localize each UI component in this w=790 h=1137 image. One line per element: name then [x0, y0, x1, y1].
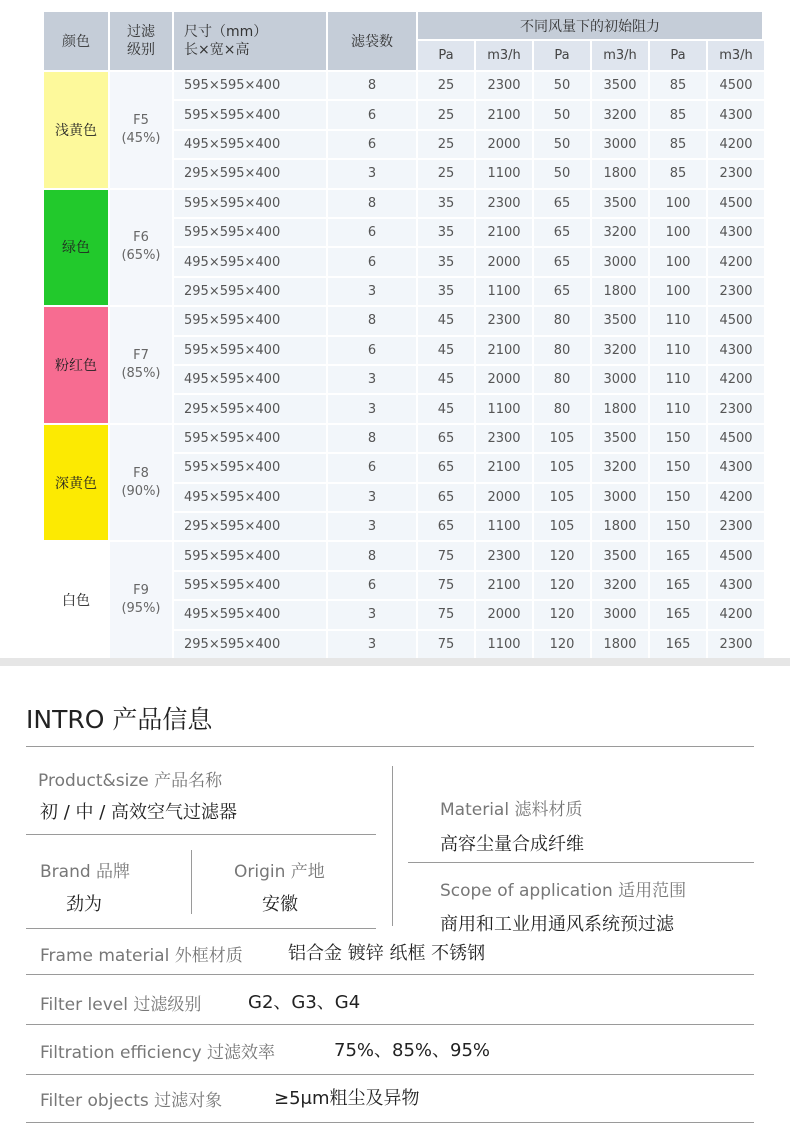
- header-size: [174, 12, 326, 70]
- divider: [26, 1024, 754, 1025]
- header-size-line2: 长×宽×高: [184, 42, 250, 58]
- resistance-cell: 3500: [592, 190, 648, 217]
- resistance-cell: 4200: [708, 366, 764, 393]
- resistance-cell: 4300: [708, 337, 764, 364]
- efficiency-value: 75%、85%、95%: [334, 1040, 491, 1061]
- resistance-cell: 80: [534, 395, 590, 422]
- resistance-cell: 105: [534, 513, 590, 540]
- resistance-cell: 2300: [708, 513, 764, 540]
- resistance-cell: 165: [650, 601, 706, 628]
- resistance-cell: 1100: [476, 631, 532, 658]
- resistance-cell: 3200: [592, 454, 648, 481]
- divider: [26, 928, 376, 929]
- resistance-cell: 1100: [476, 513, 532, 540]
- resistance-cell: 65: [534, 278, 590, 305]
- resistance-cell: 35: [418, 278, 474, 305]
- resistance-cell: 80: [534, 366, 590, 393]
- divider: [408, 862, 754, 863]
- resistance-cell: 4500: [708, 72, 764, 99]
- bags-cell: 3: [328, 395, 416, 422]
- header-color: 颜色: [44, 12, 108, 70]
- resistance-cell: 65: [418, 454, 474, 481]
- unit-header: m3/h: [476, 41, 532, 70]
- size-cell: 495×595×400: [174, 366, 326, 393]
- grade-efficiency: (90%): [121, 483, 161, 499]
- grade-efficiency: (95%): [121, 601, 161, 617]
- resistance-cell: 25: [418, 131, 474, 158]
- resistance-cell: 85: [650, 101, 706, 128]
- bags-cell: 6: [328, 101, 416, 128]
- resistance-cell: 165: [650, 572, 706, 599]
- resistance-cell: 65: [418, 513, 474, 540]
- size-cell: 595×595×400: [174, 454, 326, 481]
- resistance-cell: 3500: [592, 72, 648, 99]
- grade-label: F9: [133, 583, 149, 599]
- grade-efficiency: (85%): [121, 365, 161, 381]
- header-grade: 过滤级别: [110, 12, 172, 70]
- resistance-cell: 1800: [592, 631, 648, 658]
- bags-cell: 8: [328, 190, 416, 217]
- bags-cell: 3: [328, 160, 416, 187]
- resistance-cell: 150: [650, 513, 706, 540]
- size-cell: 295×595×400: [174, 160, 326, 187]
- resistance-cell: 4500: [708, 190, 764, 217]
- resistance-cell: 3200: [592, 101, 648, 128]
- bags-cell: 8: [328, 307, 416, 334]
- unit-header: Pa: [534, 41, 590, 70]
- resistance-cell: 75: [418, 542, 474, 569]
- material-label: Material 滤料材质: [440, 800, 583, 820]
- resistance-cell: 3500: [592, 542, 648, 569]
- resistance-cell: 100: [650, 219, 706, 246]
- resistance-cell: 3200: [592, 337, 648, 364]
- efficiency-label: Filtration efficiency 过滤效率: [40, 1043, 276, 1063]
- resistance-cell: 2300: [476, 307, 532, 334]
- resistance-cell: 120: [534, 631, 590, 658]
- bags-cell: 8: [328, 425, 416, 452]
- resistance-cell: 45: [418, 307, 474, 334]
- origin-label: Origin 产地: [234, 862, 325, 882]
- size-cell: 295×595×400: [174, 395, 326, 422]
- color-swatch-cell: 绿色: [44, 190, 108, 306]
- level-value: G2、G3、G4: [248, 992, 361, 1013]
- color-swatch-cell: 深黄色: [44, 425, 108, 541]
- size-cell: 595×595×400: [174, 337, 326, 364]
- resistance-cell: 165: [650, 631, 706, 658]
- resistance-cell: 75: [418, 601, 474, 628]
- resistance-cell: 65: [418, 425, 474, 452]
- grade-label: F8: [133, 465, 149, 481]
- resistance-cell: 3000: [592, 601, 648, 628]
- resistance-cell: 110: [650, 337, 706, 364]
- unit-header: m3/h: [592, 41, 648, 70]
- resistance-cell: 1800: [592, 513, 648, 540]
- resistance-cell: 105: [534, 454, 590, 481]
- bags-cell: 8: [328, 72, 416, 99]
- size-cell: 495×595×400: [174, 248, 326, 275]
- origin-value: 安徽: [262, 894, 298, 915]
- resistance-cell: 120: [534, 572, 590, 599]
- resistance-cell: 4200: [708, 601, 764, 628]
- resistance-cell: 1800: [592, 278, 648, 305]
- resistance-cell: 3200: [592, 219, 648, 246]
- color-swatch-cell: 浅黄色: [44, 72, 108, 188]
- intro-title: INTRO 产品信息: [26, 705, 213, 734]
- resistance-cell: 2000: [476, 484, 532, 511]
- resistance-cell: 3000: [592, 131, 648, 158]
- resistance-cell: 165: [650, 542, 706, 569]
- size-cell: 595×595×400: [174, 101, 326, 128]
- divider: [191, 850, 192, 914]
- resistance-cell: 4300: [708, 219, 764, 246]
- resistance-cell: 35: [418, 190, 474, 217]
- resistance-cell: 2300: [708, 631, 764, 658]
- objects-value: ≥5μm粗尘及异物: [274, 1088, 420, 1109]
- resistance-cell: 2100: [476, 337, 532, 364]
- header-resistance: 不同风量下的初始阻力: [418, 12, 762, 39]
- resistance-cell: 65: [534, 219, 590, 246]
- resistance-cell: 3500: [592, 425, 648, 452]
- resistance-cell: 110: [650, 366, 706, 393]
- resistance-cell: 2100: [476, 219, 532, 246]
- resistance-cell: 80: [534, 337, 590, 364]
- resistance-cell: 35: [418, 219, 474, 246]
- resistance-cell: 4500: [708, 542, 764, 569]
- resistance-cell: 4500: [708, 307, 764, 334]
- bags-cell: 3: [328, 484, 416, 511]
- resistance-cell: 100: [650, 190, 706, 217]
- divider: [26, 974, 754, 975]
- resistance-cell: 35: [418, 248, 474, 275]
- grade-cell: [110, 72, 172, 188]
- bags-cell: 3: [328, 366, 416, 393]
- level-label: Filter level 过滤级别: [40, 995, 202, 1015]
- resistance-cell: 45: [418, 366, 474, 393]
- resistance-cell: 2100: [476, 454, 532, 481]
- resistance-cell: 100: [650, 278, 706, 305]
- grade-efficiency: (45%): [121, 130, 161, 146]
- bags-cell: 6: [328, 337, 416, 364]
- scope-value: 商用和工业用通风系统预过滤: [440, 914, 674, 935]
- size-cell: 595×595×400: [174, 72, 326, 99]
- grade-label: F5: [133, 112, 149, 128]
- resistance-cell: 4300: [708, 101, 764, 128]
- resistance-cell: 75: [418, 572, 474, 599]
- frame-value: 铝合金 镀锌 纸框 不锈钢: [288, 943, 486, 964]
- bags-cell: 6: [328, 572, 416, 599]
- spec-table: [44, 12, 762, 658]
- resistance-cell: 2300: [708, 160, 764, 187]
- resistance-cell: 85: [650, 131, 706, 158]
- header-size-line1: 尺寸（mm）: [184, 24, 268, 40]
- divider: [26, 1074, 754, 1075]
- material-value: 高容尘量合成纤维: [440, 834, 584, 855]
- resistance-cell: 4200: [708, 248, 764, 275]
- grade-label: F7: [133, 347, 149, 363]
- resistance-cell: 25: [418, 72, 474, 99]
- bags-cell: 6: [328, 219, 416, 246]
- size-cell: 295×595×400: [174, 631, 326, 658]
- bags-cell: 6: [328, 454, 416, 481]
- resistance-cell: 50: [534, 160, 590, 187]
- resistance-cell: 1800: [592, 395, 648, 422]
- resistance-cell: 105: [534, 425, 590, 452]
- resistance-cell: 2300: [476, 542, 532, 569]
- color-swatch-cell: 粉红色: [44, 307, 108, 423]
- resistance-cell: 4300: [708, 454, 764, 481]
- size-cell: 595×595×400: [174, 542, 326, 569]
- resistance-cell: 65: [534, 190, 590, 217]
- scope-label: Scope of application 适用范围: [440, 881, 687, 901]
- color-swatch-cell: 白色: [44, 542, 108, 658]
- grade-efficiency: (65%): [121, 248, 161, 264]
- size-cell: 495×595×400: [174, 484, 326, 511]
- resistance-cell: 2000: [476, 248, 532, 275]
- resistance-cell: 4500: [708, 425, 764, 452]
- brand-value: 劲为: [66, 894, 102, 915]
- table-bottom-strip: [0, 658, 790, 666]
- resistance-cell: 1100: [476, 160, 532, 187]
- objects-label: Filter objects 过滤对象: [40, 1091, 223, 1111]
- unit-header: m3/h: [708, 41, 764, 70]
- frame-label: Frame material 外框材质: [40, 946, 243, 966]
- grade-label: F6: [133, 230, 149, 246]
- size-cell: 295×595×400: [174, 278, 326, 305]
- resistance-cell: 150: [650, 454, 706, 481]
- size-cell: 595×595×400: [174, 307, 326, 334]
- grade-cell: [110, 542, 172, 658]
- resistance-cell: 50: [534, 131, 590, 158]
- bags-cell: 8: [328, 542, 416, 569]
- resistance-cell: 50: [534, 101, 590, 128]
- resistance-cell: 80: [534, 307, 590, 334]
- resistance-cell: 4300: [708, 572, 764, 599]
- resistance-cell: 2000: [476, 366, 532, 393]
- size-cell: 595×595×400: [174, 190, 326, 217]
- bags-cell: 6: [328, 131, 416, 158]
- divider: [26, 1122, 754, 1123]
- resistance-cell: 3000: [592, 248, 648, 275]
- resistance-cell: 85: [650, 72, 706, 99]
- resistance-cell: 2300: [476, 72, 532, 99]
- resistance-cell: 65: [418, 484, 474, 511]
- product-label: Product&size 产品名称: [38, 771, 223, 791]
- resistance-cell: 2000: [476, 601, 532, 628]
- resistance-cell: 2300: [708, 278, 764, 305]
- resistance-cell: 45: [418, 395, 474, 422]
- bags-cell: 3: [328, 513, 416, 540]
- bags-cell: 3: [328, 278, 416, 305]
- resistance-cell: 120: [534, 601, 590, 628]
- resistance-cell: 150: [650, 484, 706, 511]
- resistance-cell: 85: [650, 160, 706, 187]
- size-cell: 495×595×400: [174, 131, 326, 158]
- resistance-cell: 2300: [476, 425, 532, 452]
- resistance-cell: 3000: [592, 484, 648, 511]
- resistance-cell: 4200: [708, 484, 764, 511]
- product-value: 初 / 中 / 高效空气过滤器: [40, 802, 238, 823]
- brand-label: Brand 品牌: [40, 862, 131, 882]
- header-bags: 滤袋数: [328, 12, 416, 70]
- resistance-cell: 1100: [476, 395, 532, 422]
- size-cell: 295×595×400: [174, 513, 326, 540]
- resistance-cell: 3000: [592, 366, 648, 393]
- resistance-cell: 2300: [708, 395, 764, 422]
- unit-header: Pa: [650, 41, 706, 70]
- size-cell: 595×595×400: [174, 219, 326, 246]
- bags-cell: 6: [328, 248, 416, 275]
- resistance-cell: 3500: [592, 307, 648, 334]
- resistance-cell: 4200: [708, 131, 764, 158]
- resistance-cell: 1800: [592, 160, 648, 187]
- size-cell: 595×595×400: [174, 425, 326, 452]
- bags-cell: 3: [328, 601, 416, 628]
- resistance-cell: 100: [650, 248, 706, 275]
- size-cell: 595×595×400: [174, 572, 326, 599]
- resistance-cell: 75: [418, 631, 474, 658]
- resistance-cell: 25: [418, 101, 474, 128]
- grade-cell: [110, 190, 172, 306]
- resistance-cell: 2100: [476, 101, 532, 128]
- resistance-cell: 65: [534, 248, 590, 275]
- resistance-cell: 110: [650, 395, 706, 422]
- resistance-cell: 2100: [476, 572, 532, 599]
- resistance-cell: 1100: [476, 278, 532, 305]
- resistance-cell: 3200: [592, 572, 648, 599]
- grade-cell: [110, 425, 172, 541]
- resistance-cell: 150: [650, 425, 706, 452]
- unit-header: Pa: [418, 41, 474, 70]
- divider: [26, 834, 376, 835]
- resistance-cell: 25: [418, 160, 474, 187]
- resistance-cell: 45: [418, 337, 474, 364]
- resistance-cell: 120: [534, 542, 590, 569]
- divider: [26, 746, 754, 747]
- resistance-cell: 50: [534, 72, 590, 99]
- resistance-cell: 110: [650, 307, 706, 334]
- resistance-cell: 105: [534, 484, 590, 511]
- grade-cell: [110, 307, 172, 423]
- bags-cell: 3: [328, 631, 416, 658]
- resistance-cell: 2000: [476, 131, 532, 158]
- divider: [392, 766, 393, 926]
- size-cell: 495×595×400: [174, 601, 326, 628]
- resistance-cell: 2300: [476, 190, 532, 217]
